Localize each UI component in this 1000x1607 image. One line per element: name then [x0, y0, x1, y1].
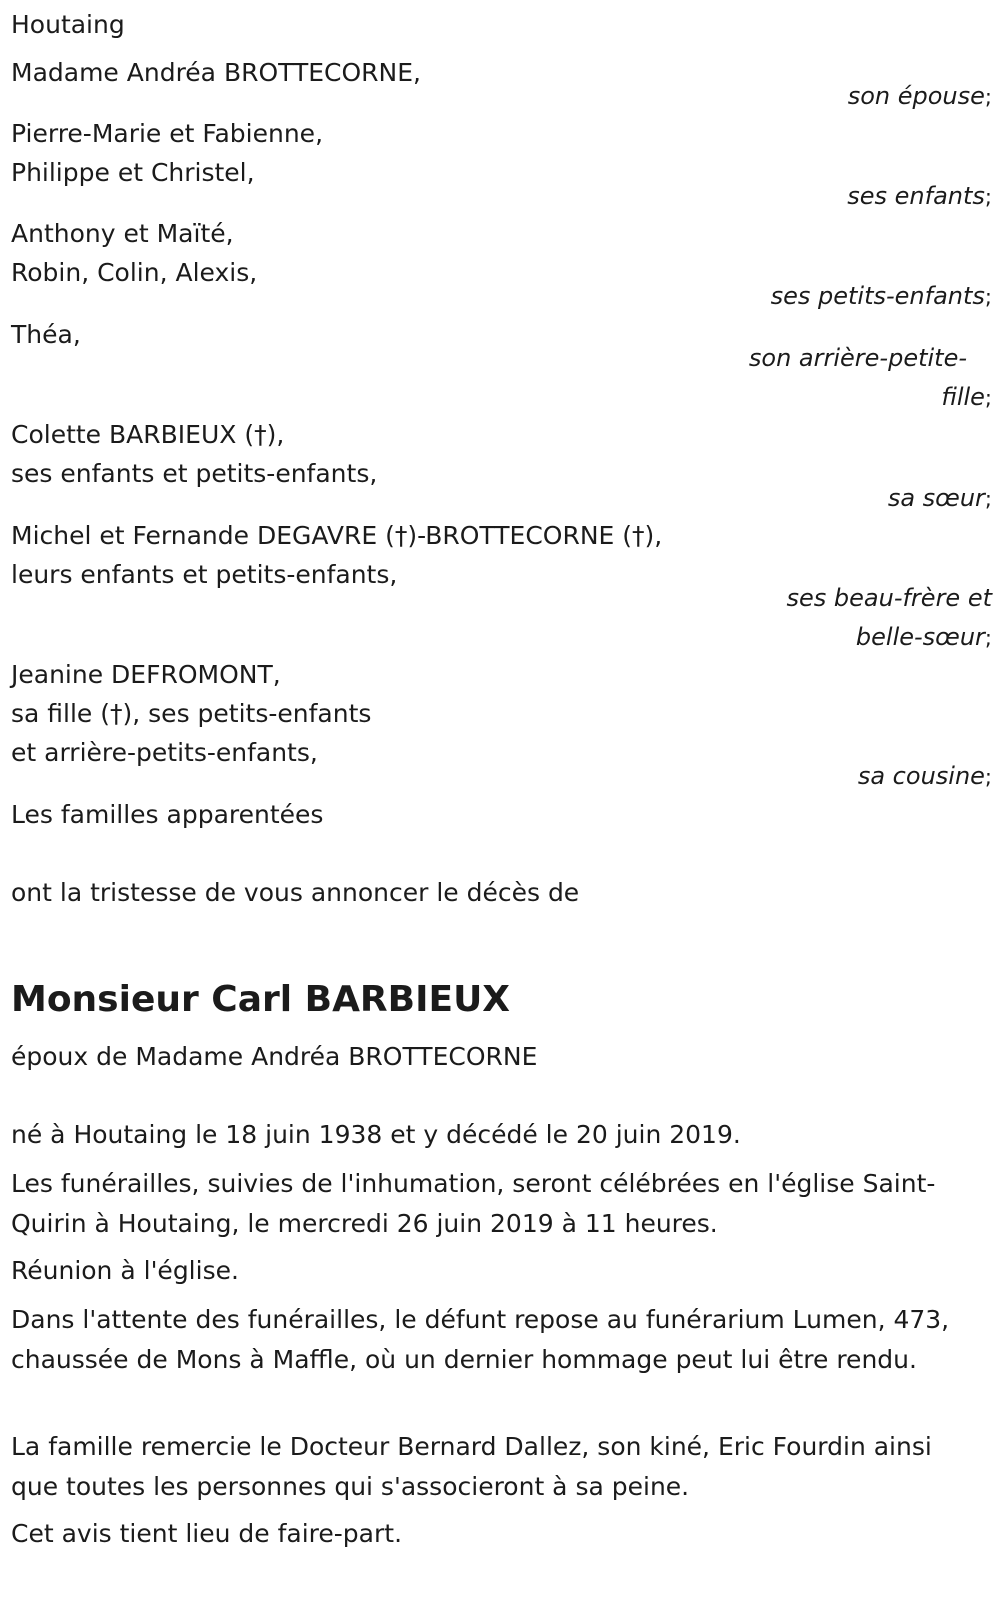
family-name-line: Anthony et Maïté,	[11, 219, 234, 248]
relation-label: son arrière-petite-	[748, 344, 967, 372]
spouse-line: époux de Madame Andréa BROTTECORNE	[11, 1042, 538, 1071]
relation-label: ses beau-frère et	[786, 584, 992, 612]
locality: Houtaing	[11, 10, 125, 39]
thanks-paragraph: La famille remercie le Docteur Bernard Dallez, son kiné, Eric Fourdin ainsi que toutes les personnes qui s'associeront à sa peine.	[11, 1432, 932, 1501]
family-name-line: sa fille (†), ses petits-enfants	[11, 699, 372, 728]
announcement-text: ont la tristesse de vous annoncer le décès de	[11, 878, 580, 907]
family-name-line: Jeanine DEFROMONT,	[11, 660, 281, 689]
deceased-name: Monsieur Carl BARBIEUX	[11, 979, 511, 1020]
relation-label: ses petits-enfants;	[770, 282, 992, 310]
birth-death-paragraph: né à Houtaing le 18 juin 1938 et y décédé le 20 juin 2019.	[11, 1120, 741, 1149]
family-name-line: Pierre-Marie et Fabienne,	[11, 119, 324, 148]
relation-label: belle-sœur;	[855, 623, 992, 651]
closing-paragraph: Cet avis tient lieu de faire-part.	[11, 1519, 403, 1548]
family-name-line: Michel et Fernande DEGAVRE (†)-BROTTECORNE (†),	[11, 521, 663, 550]
family-name-line: leurs enfants et petits-enfants,	[11, 560, 398, 589]
related-families: Les familles apparentées	[11, 800, 324, 829]
family-name-line: Colette BARBIEUX (†),	[11, 420, 285, 449]
relation-label: son épouse;	[847, 82, 992, 110]
family-name-line: et arrière-petits-enfants,	[11, 738, 318, 767]
funeral-paragraph: Les funérailles, suivies de l'inhumation, seront célébrées en l'église Saint-Quirin à Houtaing, le mercredi 26 juin 2019 à 11 heures.	[11, 1169, 936, 1238]
relation-label: sa cousine;	[857, 762, 992, 790]
family-name-line: Théa,	[11, 320, 81, 349]
family-name-line: ses enfants et petits-enfants,	[11, 459, 378, 488]
relation-label: sa sœur;	[887, 484, 992, 512]
funerarium-paragraph: Dans l'attente des funérailles, le défunt repose au funérarium Lumen, 473, chaussée de Mons à Maffle, où un dernier hommage peut lui être rendu.	[11, 1305, 950, 1374]
relation-label: fille;	[941, 383, 992, 411]
meeting-paragraph: Réunion à l'église.	[11, 1256, 239, 1285]
relation-label: ses enfants;	[847, 182, 992, 210]
family-name-line: Robin, Colin, Alexis,	[11, 258, 258, 287]
family-name-line: Madame Andréa BROTTECORNE,	[11, 58, 421, 87]
family-name-line: Philippe et Christel,	[11, 158, 255, 187]
